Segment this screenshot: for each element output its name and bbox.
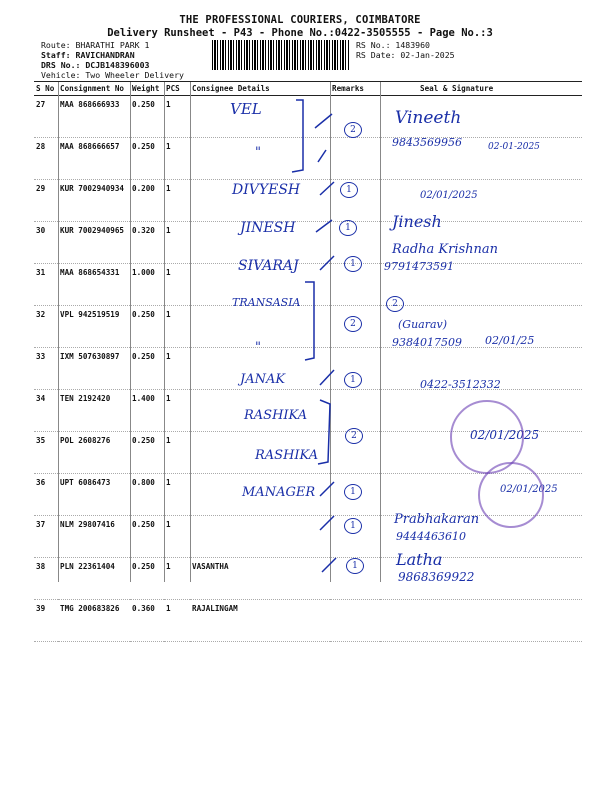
handwritten-signature: 9868369922 (398, 570, 475, 584)
runsheet-title: Delivery Runsheet - P43 - Phone No.:0422-3505555 - Page No.:3 (107, 27, 493, 39)
handwritten-name: SIVARAJ (238, 258, 299, 274)
remark-circle: 2 (344, 122, 362, 138)
handwritten-signature: 02/01/2025 (470, 428, 540, 442)
seal-stamp (478, 462, 544, 528)
remark-circle: 1 (344, 518, 362, 534)
tick-mark (322, 558, 336, 572)
remark-circle: 1 (340, 182, 358, 198)
cell-consignment: TMG 200683826 (58, 600, 130, 642)
handwritten-signature: 02-01-2025 (488, 142, 540, 152)
cell-weight: 0.250 (130, 516, 164, 558)
cell-sno: 38 (34, 558, 58, 600)
cell-sno: 31 (34, 264, 58, 306)
handwritten-name: " (255, 145, 261, 160)
cell-pcs: 1 (164, 306, 190, 348)
cell-weight: 1.000 (130, 264, 164, 306)
company-title: THE PROFESSIONAL COURIERS, COIMBATORE (179, 14, 421, 26)
cell-pcs: 1 (164, 222, 190, 264)
cell-weight: 0.250 (130, 348, 164, 390)
cell-consignment: MAA 868666933 (58, 96, 130, 138)
cell-consignment: MAA 868654331 (58, 264, 130, 306)
tick-mark (320, 482, 334, 496)
handwritten-signature: Latha (396, 550, 443, 569)
vehicle-text: Vehicle: Two Wheeler Delivery (41, 70, 184, 80)
cell-consignment: TEN 2192420 (58, 390, 130, 432)
cell-consignment: VPL 942519519 (58, 306, 130, 348)
handwritten-name: RASHIKA (244, 408, 308, 423)
cell-sno: 28 (34, 138, 58, 180)
cell-consignment: KUR 7002940934 (58, 180, 130, 222)
drs-label: DRS No.: (41, 60, 81, 70)
cell-consignment: KUR 7002940965 (58, 222, 130, 264)
remark-circle: 2 (386, 296, 404, 312)
cell-weight: 0.250 (130, 306, 164, 348)
cell-sno: 37 (34, 516, 58, 558)
tick-mark (315, 114, 332, 128)
bracket-mark (292, 100, 303, 172)
handwritten-signature: 9444463610 (396, 530, 466, 543)
remark-circle: 1 (344, 256, 362, 272)
handwritten-signature: 02/01/2025 (420, 190, 478, 201)
cell-pcs: 1 (164, 264, 190, 306)
cell-sno: 27 (34, 96, 58, 138)
handwritten-signature: 9791473591 (384, 260, 454, 273)
handwritten-name: MANAGER (242, 485, 316, 500)
route-text: Route: BHARATHI PARK 1 (41, 40, 150, 50)
col-consignment: Consignment No (58, 82, 130, 96)
remark-circle: 1 (344, 484, 362, 500)
cell-sno: 30 (34, 222, 58, 264)
handwritten-name: " (255, 340, 261, 355)
cell-sno: 34 (34, 390, 58, 432)
remark-circle: 2 (345, 428, 363, 444)
col-consignee: Consignee Details (190, 82, 330, 96)
handwritten-signature: Jinesh (392, 212, 442, 231)
cell-weight: 0.800 (130, 474, 164, 516)
cell-weight: 0.250 (130, 138, 164, 180)
cell-consignment: PLN 22361404 (58, 558, 130, 600)
cell-sno: 36 (34, 474, 58, 516)
handwritten-name: JINESH (240, 220, 296, 236)
col-weight: Weight (130, 82, 164, 96)
cell-consignee: RAJALINGAM (190, 600, 330, 642)
tick-mark (320, 182, 334, 195)
bracket-mark (305, 282, 314, 360)
cell-weight: 1.400 (130, 390, 164, 432)
cell-consignment: IXM 507630897 (58, 348, 130, 390)
cell-sno: 32 (34, 306, 58, 348)
cell-sno: 29 (34, 180, 58, 222)
handwritten-signature: 02/01/25 (485, 334, 535, 347)
handwritten-name: RASHIKA (255, 448, 319, 463)
cell-weight: 0.250 (130, 432, 164, 474)
cell-consignment: POL 2608276 (58, 432, 130, 474)
tick-mark (320, 370, 334, 385)
col-remarks: Remarks (330, 82, 380, 96)
cell-weight: 0.320 (130, 222, 164, 264)
remark-circle: 1 (339, 220, 357, 236)
cell-pcs: 1 (164, 474, 190, 516)
cell-pcs: 1 (164, 558, 190, 600)
cell-weight: 0.360 (130, 600, 164, 642)
cell-consignee: VASANTHA (190, 558, 330, 600)
handwritten-name: DIVYESH (232, 182, 301, 198)
cell-weight: 0.250 (130, 558, 164, 600)
tick-mark (320, 256, 334, 270)
drs-number: DCJB148396003 (85, 60, 150, 70)
handwritten-signature: Vineeth (395, 108, 462, 128)
col-seal: Seal & Signature (380, 82, 582, 96)
handwritten-name: JANAK (240, 372, 286, 387)
cell-pcs: 1 (164, 180, 190, 222)
cell-consignment: MAA 868666657 (58, 138, 130, 180)
remark-circle: 1 (346, 558, 364, 574)
tick-mark (316, 220, 332, 232)
tick-mark (320, 516, 334, 530)
staff-label: Staff: (41, 50, 71, 60)
remark-circle: 1 (344, 372, 362, 388)
cell-pcs: 1 (164, 96, 190, 138)
cell-weight: 0.200 (130, 180, 164, 222)
cell-pcs: 1 (164, 390, 190, 432)
rs-number: RS No.: 1483960 (356, 40, 430, 50)
handwritten-signature: Prabhakaran (394, 512, 480, 527)
handwritten-name: VEL (230, 100, 262, 118)
handwritten-signature: Radha Krishnan (392, 242, 499, 257)
cell-pcs: 1 (164, 432, 190, 474)
tick-mark (318, 150, 326, 162)
cell-sno: 35 (34, 432, 58, 474)
cell-sno: 33 (34, 348, 58, 390)
rs-date: RS Date: 02-Jan-2025 (356, 50, 455, 60)
cell-pcs: 1 (164, 348, 190, 390)
col-sno: S No (34, 82, 58, 96)
handwritten-signature: 02/01/2025 (500, 484, 558, 495)
handwritten-name: TRANSASIA (232, 296, 301, 309)
cell-pcs: 1 (164, 516, 190, 558)
handwritten-signature: 9384017509 (392, 336, 462, 349)
cell-consignment: NLM 29807416 (58, 516, 130, 558)
staff-name: RAVICHANDRAN (75, 50, 135, 60)
cell-consignment: UPT 6086473 (58, 474, 130, 516)
handwritten-signature: 0422-3512332 (420, 378, 501, 391)
remark-circle: 2 (344, 316, 362, 332)
bracket-mark (318, 400, 330, 464)
handwritten-signature: 9843569956 (392, 136, 462, 149)
col-pcs: PCS (164, 82, 190, 96)
cell-sno: 39 (34, 600, 58, 642)
cell-pcs: 1 (164, 138, 190, 180)
cell-weight: 0.250 (130, 96, 164, 138)
cell-pcs: 1 (164, 600, 190, 642)
handwritten-signature: (Guarav) (398, 318, 448, 331)
